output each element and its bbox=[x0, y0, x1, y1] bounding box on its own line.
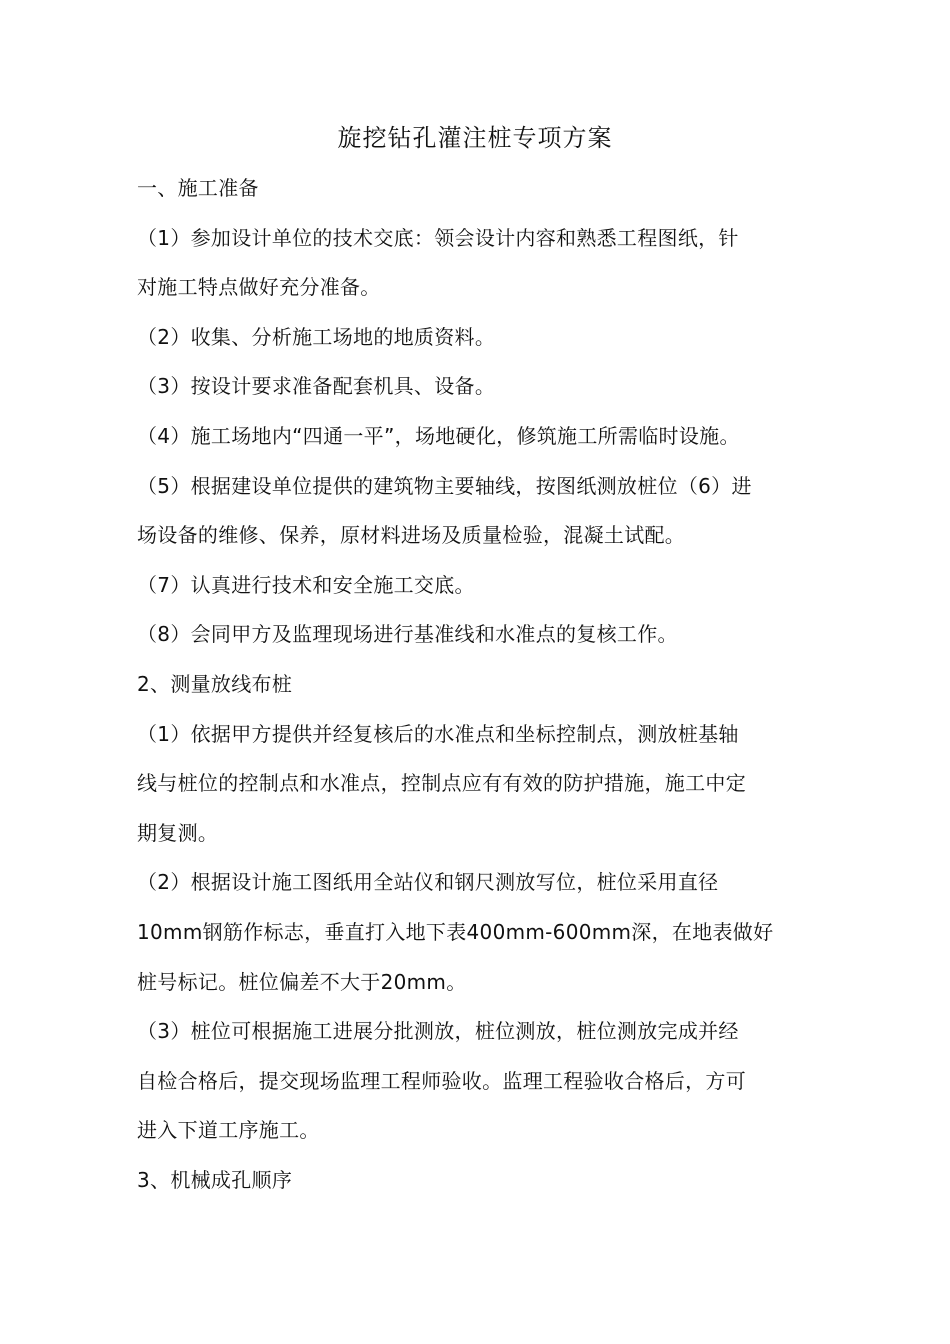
section-heading-drilling-order: 3、机械成孔顺序 bbox=[137, 1167, 293, 1192]
paragraph-line: 期复测。 bbox=[137, 820, 219, 845]
paragraph-line: （5）根据建设单位提供的建筑物主要轴线，按图纸测放桩位（6）进 bbox=[137, 473, 752, 498]
paragraph-line: （2）收集、分析施工场地的地质资料。 bbox=[137, 324, 496, 349]
paragraph-line: 10mm钢筋作标志，垂直打入地下表400mm-600mm深，在地表做好 bbox=[137, 919, 774, 944]
paragraph-line: 线与桩位的控制点和水准点，控制点应有有效的防护措施，施工中定 bbox=[137, 771, 746, 796]
paragraph-line: （4）施工场地内“四通一平”，场地硬化，修筑施工所需临时设施。 bbox=[137, 423, 740, 448]
paragraph-line: （1）依据甲方提供并经复核后的水准点和坐标控制点，测放桩基轴 bbox=[137, 721, 739, 746]
paragraph-line: （7）认真进行技术和安全施工交底。 bbox=[137, 572, 475, 597]
paragraph-line: 场设备的维修、保养，原材料进场及质量检验，混凝土试配。 bbox=[137, 523, 686, 548]
paragraph-line: （2）根据设计施工图纸用全站仪和钢尺测放写位，桩位采用直径 bbox=[137, 870, 719, 895]
paragraph-line: （8）会同甲方及监理现场进行基准线和水准点的复核工作。 bbox=[137, 622, 678, 647]
paragraph-line: （3）按设计要求准备配套机具、设备。 bbox=[137, 374, 496, 399]
paragraph-line: 桩号标记。桩位偏差不大于20mm。 bbox=[137, 969, 467, 994]
paragraph-line: 对施工特点做好充分准备。 bbox=[137, 275, 381, 300]
paragraph-line: 进入下道工序施工。 bbox=[137, 1118, 320, 1143]
document-body bbox=[137, 164, 817, 1205]
paragraph-line: 自检合格后，提交现场监理工程师验收。监理工程验收合格后，方可 bbox=[137, 1068, 746, 1093]
section-heading-survey: 2、测量放线布桩 bbox=[137, 671, 293, 696]
paragraph-line: （1）参加设计单位的技术交底：领会设计内容和熟悉工程图纸，针 bbox=[137, 225, 739, 250]
paragraph-line: （3）桩位可根据施工进展分批测放，桩位测放，桩位测放完成并经 bbox=[137, 1019, 739, 1044]
document-title: 旋挖钻孔灌注桩专项方案 bbox=[337, 124, 613, 152]
section-heading-construction-prep: 一、施工准备 bbox=[137, 176, 259, 200]
